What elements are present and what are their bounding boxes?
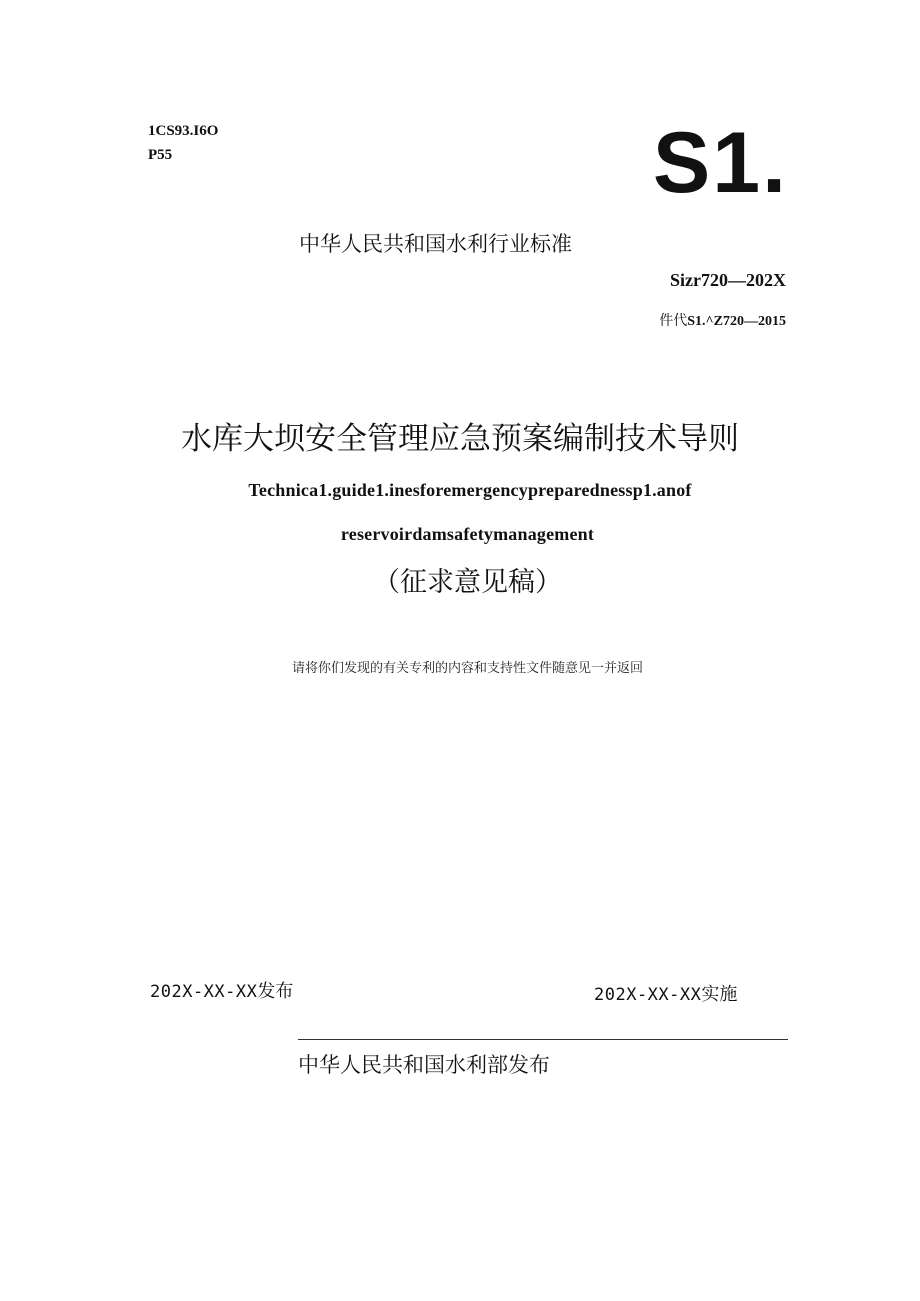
replaces-number: S1.^Z720—2015 xyxy=(687,314,786,329)
divider-line xyxy=(298,1039,788,1040)
implementation-date-value: 202X-XX-XX xyxy=(594,985,702,1005)
industry-standard-heading: 中华人民共和国水利行业标准 xyxy=(299,232,572,256)
issue-date xyxy=(150,977,293,1003)
patent-notice: 请将你们发现的有关专利的内容和支持性文件随意见一并返回 xyxy=(291,661,643,676)
standard-mark: S1. xyxy=(652,115,788,211)
standard-number: Sizr720—202X xyxy=(670,270,786,290)
replaces-prefix: 件代 xyxy=(659,313,688,329)
title-chinese: 水库大坝安全管理应急预案编制技术导则 xyxy=(181,421,739,457)
issue-date-value: 202X-XX-XX xyxy=(150,982,258,1002)
publisher: 中华人民共和国水利部发布 xyxy=(298,1053,550,1077)
issue-date-label: 发布 xyxy=(257,981,294,1002)
implementation-date-label: 实施 xyxy=(701,984,738,1005)
draft-status: （征求意见稿） xyxy=(373,567,562,598)
title-english-line-2: reservoirdamsafetymanagement xyxy=(340,524,595,544)
replaces-standard xyxy=(659,310,786,330)
ccs-code: P55 xyxy=(148,147,173,163)
ics-code: 1CS93.I6O xyxy=(148,123,219,139)
title-english-line-1: Technica1.guide1.inesforemergencypreparednessp1.anof xyxy=(248,480,692,500)
implementation-date xyxy=(594,980,737,1006)
